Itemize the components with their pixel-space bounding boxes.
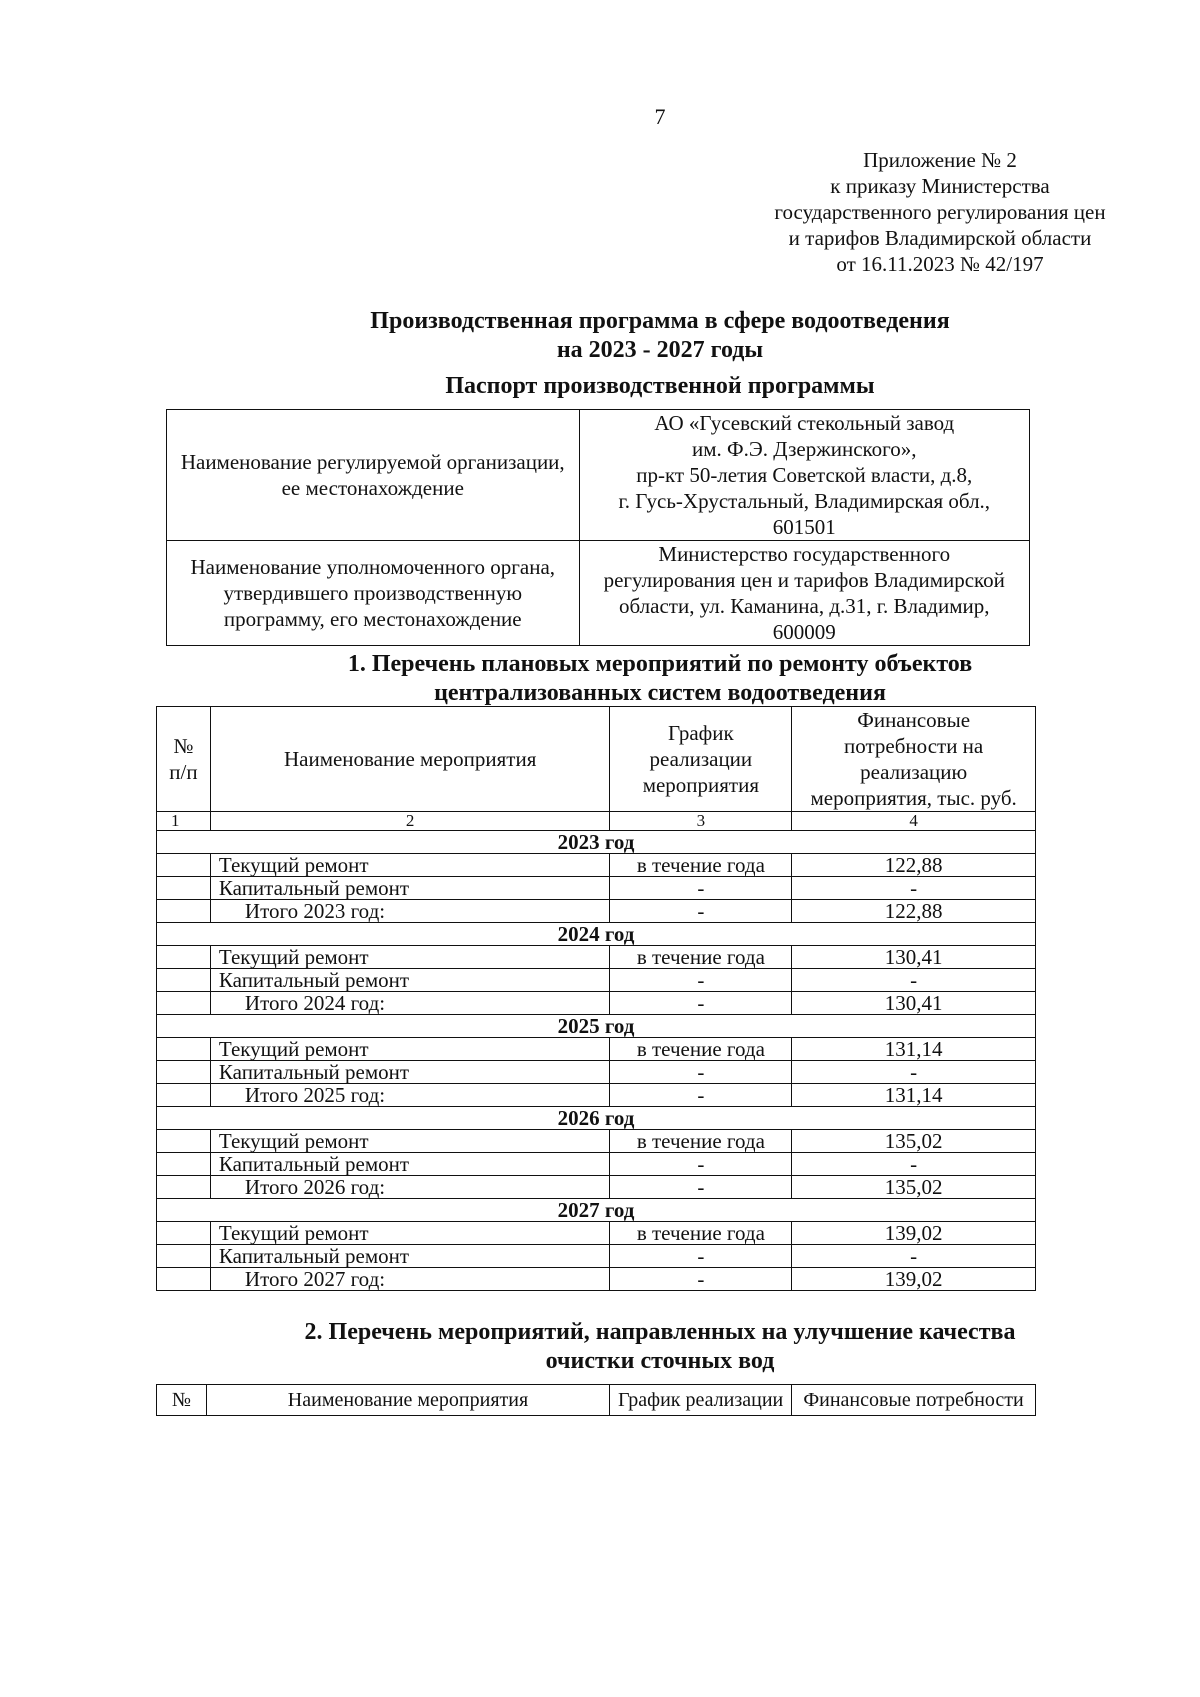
header-schedule bbox=[610, 707, 792, 812]
passport-label-line: Наименование уполномоченного органа, bbox=[190, 555, 556, 579]
finance-value: - bbox=[792, 1061, 1036, 1084]
document-title bbox=[0, 307, 1200, 365]
row-number-cell bbox=[157, 900, 211, 923]
total-row bbox=[157, 992, 1036, 1015]
column-number: 4 bbox=[792, 812, 1036, 831]
measure-name: Капитальный ремонт bbox=[210, 877, 610, 900]
passport-value-line: области, ул. Каманина, д.31, г. Владимир, bbox=[619, 594, 990, 618]
section2-title bbox=[0, 1318, 1200, 1376]
passport-value-line: г. Гусь-Хрустальный, Владимирская обл., bbox=[618, 489, 991, 513]
measure-name: Итого 2027 год: bbox=[210, 1268, 610, 1291]
header-schedule-line: мероприятия bbox=[642, 773, 760, 797]
schedule-cell: в течение года bbox=[610, 1038, 792, 1061]
row-number-cell bbox=[157, 1153, 211, 1176]
year-label: 2023 год bbox=[157, 831, 1036, 854]
measure-name: Итого 2026 год: bbox=[210, 1176, 610, 1199]
finance-value: 131,14 bbox=[792, 1084, 1036, 1107]
passport-label-line: программу, его местонахождение bbox=[223, 607, 522, 631]
measure-name: Текущий ремонт bbox=[210, 1038, 610, 1061]
schedule-cell: в течение года bbox=[610, 946, 792, 969]
section1-title-line: 1. Перечень плановых мероприятий по ремонту объектов bbox=[347, 651, 973, 677]
header-name: Наименование мероприятия bbox=[210, 707, 610, 812]
column-number: 1 bbox=[157, 812, 211, 831]
finance-value: 135,02 bbox=[792, 1176, 1036, 1199]
passport-title bbox=[0, 372, 1200, 401]
schedule-cell: - bbox=[610, 1061, 792, 1084]
passport-label-line: ее местонахождение bbox=[281, 476, 464, 500]
row-number-cell bbox=[157, 1222, 211, 1245]
passport-value-line: регулирования цен и тарифов Владимирской bbox=[603, 568, 1005, 592]
measure-name: Итого 2023 год: bbox=[210, 900, 610, 923]
year-row bbox=[157, 831, 1036, 854]
table-row bbox=[157, 1061, 1036, 1084]
header-finance-line: Финансовые bbox=[857, 708, 971, 732]
appendix-line: к приказу Министерства bbox=[830, 174, 1050, 198]
passport-value-line: Министерство государственного bbox=[658, 542, 951, 566]
schedule-cell: - bbox=[610, 1084, 792, 1107]
schedule-cell: - bbox=[610, 992, 792, 1015]
schedule-cell: в течение года bbox=[610, 854, 792, 877]
appendix-line: от 16.11.2023 № 42/197 bbox=[836, 252, 1044, 276]
row-number-cell bbox=[157, 1084, 211, 1107]
quality-header-row bbox=[157, 1385, 1036, 1416]
schedule-cell: - bbox=[610, 900, 792, 923]
passport-label-cell bbox=[167, 410, 580, 541]
finance-value: 131,14 bbox=[792, 1038, 1036, 1061]
measure-name: Итого 2025 год: bbox=[210, 1084, 610, 1107]
table-row bbox=[157, 1153, 1036, 1176]
quality-header-num: № bbox=[157, 1385, 207, 1416]
passport-value-cell bbox=[579, 541, 1029, 646]
year-label: 2027 год bbox=[157, 1199, 1036, 1222]
finance-value: 135,02 bbox=[792, 1130, 1036, 1153]
passport-value-line: пр-кт 50-летия Советской власти, д.8, bbox=[636, 463, 973, 487]
row-number-cell bbox=[157, 1176, 211, 1199]
finance-value: - bbox=[792, 969, 1036, 992]
row-number-cell bbox=[157, 969, 211, 992]
repair-plan-table bbox=[156, 706, 1036, 1291]
quality-header-name: Наименование мероприятия bbox=[206, 1385, 609, 1416]
section1-title-line: централизованных систем водоотведения bbox=[434, 680, 886, 706]
total-row bbox=[157, 1176, 1036, 1199]
appendix-line: Приложение № 2 bbox=[863, 148, 1017, 172]
appendix-line: и тарифов Владимирской области bbox=[788, 226, 1092, 250]
passport-value-line: им. Ф.Э. Дзержинского», bbox=[692, 437, 917, 461]
year-row bbox=[157, 1107, 1036, 1130]
quality-header-schedule: График реализации bbox=[610, 1385, 792, 1416]
schedule-cell: - bbox=[610, 1268, 792, 1291]
finance-value: 130,41 bbox=[792, 992, 1036, 1015]
finance-value: 122,88 bbox=[792, 900, 1036, 923]
schedule-cell: в течение года bbox=[610, 1222, 792, 1245]
section2-title-line: очистки сточных вод bbox=[545, 1348, 775, 1374]
header-row bbox=[157, 707, 1036, 812]
schedule-cell: - bbox=[610, 1245, 792, 1268]
total-row bbox=[157, 900, 1036, 923]
section2-title-line: 2. Перечень мероприятий, направленных на улучшение качества bbox=[304, 1319, 1016, 1345]
table-row bbox=[157, 1222, 1036, 1245]
column-number-row bbox=[157, 812, 1036, 831]
row-number-cell bbox=[157, 1061, 211, 1084]
document-title-line: на 2023 - 2027 годы bbox=[556, 337, 764, 363]
measure-name: Капитальный ремонт bbox=[210, 1061, 610, 1084]
header-schedule-line: График bbox=[668, 721, 734, 745]
passport-table bbox=[166, 409, 1030, 646]
year-row bbox=[157, 1015, 1036, 1038]
table-row bbox=[157, 877, 1036, 900]
header-num bbox=[157, 707, 211, 812]
header-finance-line: мероприятия, тыс. руб. bbox=[810, 786, 1017, 810]
year-row bbox=[157, 1199, 1036, 1222]
row-number-cell bbox=[157, 877, 211, 900]
finance-value: - bbox=[792, 1245, 1036, 1268]
year-label: 2026 год bbox=[157, 1107, 1036, 1130]
year-label: 2025 год bbox=[157, 1015, 1036, 1038]
table-row bbox=[157, 854, 1036, 877]
finance-value: 130,41 bbox=[792, 946, 1036, 969]
measure-name: Итого 2024 год: bbox=[210, 992, 610, 1015]
header-finance-line: потребности на bbox=[844, 734, 984, 758]
table-row bbox=[157, 969, 1036, 992]
finance-value: 139,02 bbox=[792, 1268, 1036, 1291]
schedule-cell: - bbox=[610, 1176, 792, 1199]
measure-name: Текущий ремонт bbox=[210, 1222, 610, 1245]
measure-name: Капитальный ремонт bbox=[210, 1153, 610, 1176]
schedule-cell: - bbox=[610, 969, 792, 992]
schedule-cell: в течение года bbox=[610, 1130, 792, 1153]
passport-label-line: Наименование регулируемой организации, bbox=[180, 450, 565, 474]
table-row bbox=[157, 946, 1036, 969]
row-number-cell bbox=[157, 854, 211, 877]
quality-measures-table bbox=[156, 1384, 1036, 1416]
passport-label-cell bbox=[167, 541, 580, 646]
header-num-line: № bbox=[173, 734, 194, 758]
table-row bbox=[157, 1038, 1036, 1061]
passport-value-line: АО «Гусевский стекольный завод bbox=[654, 411, 955, 435]
row-number-cell bbox=[157, 1130, 211, 1153]
passport-value-cell bbox=[579, 410, 1029, 541]
quality-header-finance: Финансовые потребности bbox=[792, 1385, 1036, 1416]
total-row bbox=[157, 1084, 1036, 1107]
appendix-block bbox=[740, 147, 1140, 277]
total-row bbox=[157, 1268, 1036, 1291]
measure-name: Текущий ремонт bbox=[210, 946, 610, 969]
measure-name: Текущий ремонт bbox=[210, 1130, 610, 1153]
row-number-cell bbox=[157, 946, 211, 969]
column-number: 3 bbox=[610, 812, 792, 831]
header-num-line: п/п bbox=[169, 760, 198, 784]
header-finance bbox=[792, 707, 1036, 812]
passport-label-line: утвердившего производственную bbox=[223, 581, 523, 605]
measure-name: Капитальный ремонт bbox=[210, 1245, 610, 1268]
passport-value-line: 601501 bbox=[772, 515, 836, 539]
finance-value: - bbox=[792, 1153, 1036, 1176]
passport-row-authority bbox=[167, 541, 1030, 646]
row-number-cell bbox=[157, 1038, 211, 1061]
passport-value-line: 600009 bbox=[772, 620, 836, 644]
header-finance-line: реализацию bbox=[860, 760, 968, 784]
schedule-cell: - bbox=[610, 877, 792, 900]
measure-name: Текущий ремонт bbox=[210, 854, 610, 877]
finance-value: 139,02 bbox=[792, 1222, 1036, 1245]
finance-value: 122,88 bbox=[792, 854, 1036, 877]
row-number-cell bbox=[157, 1268, 211, 1291]
passport-row-organization bbox=[167, 410, 1030, 541]
page-number: 7 bbox=[654, 104, 666, 129]
appendix-line: государственного регулирования цен bbox=[774, 200, 1106, 224]
document-title-line: Производственная программа в сфере водоотведения bbox=[370, 308, 950, 334]
passport-title-text: Паспорт производственной программы bbox=[445, 373, 875, 399]
table-row bbox=[157, 1130, 1036, 1153]
column-number: 2 bbox=[210, 812, 610, 831]
finance-value: - bbox=[792, 877, 1036, 900]
schedule-cell: - bbox=[610, 1153, 792, 1176]
year-label: 2024 год bbox=[157, 923, 1036, 946]
row-number-cell bbox=[157, 1245, 211, 1268]
section1-title bbox=[0, 650, 1200, 708]
table-row bbox=[157, 1245, 1036, 1268]
year-row bbox=[157, 923, 1036, 946]
header-schedule-line: реализации bbox=[649, 747, 753, 771]
plan-body bbox=[157, 831, 1036, 1291]
measure-name: Капитальный ремонт bbox=[210, 969, 610, 992]
row-number-cell bbox=[157, 992, 211, 1015]
